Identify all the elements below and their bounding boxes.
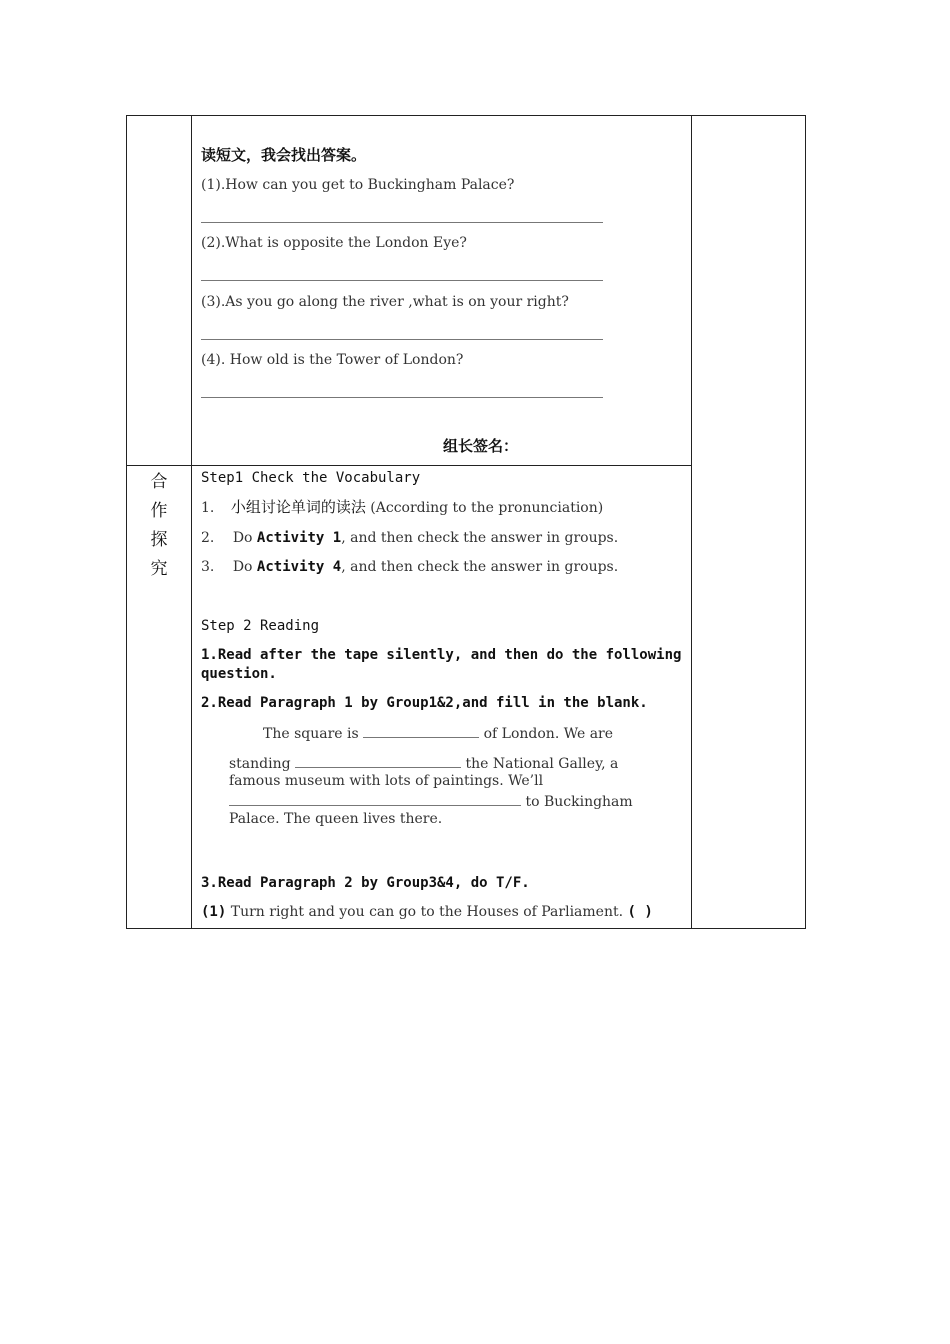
reading-heading: 读短文，我会找出答案。 <box>201 146 367 164</box>
question-4: (4). How old is the Tower of London? <box>201 352 464 368</box>
blank-1[interactable] <box>363 723 479 738</box>
group-leader-signature-label: 组长签名： <box>443 437 519 455</box>
item-number: 3. <box>201 559 215 575</box>
passage-line-3: famous museum with lots of paintings. We’ll <box>229 773 544 789</box>
tf-text: Turn right and you can go to the Houses of Parliament. <box>230 904 624 920</box>
lesson-table <box>126 115 806 929</box>
item-text-post: , and then check the answer in groups. <box>341 530 619 546</box>
item-text-pre: Do <box>232 530 257 546</box>
question-2: (2).What is opposite the London Eye? <box>201 235 467 251</box>
question-3: (3).As you go along the river ,what is on your right? <box>201 294 569 310</box>
passage-text: the National Galley, a <box>465 756 619 772</box>
step1-title: Step1 Check the Vocabulary <box>201 470 421 486</box>
column-divider-left <box>191 116 192 928</box>
answer-line-3[interactable] <box>201 339 603 340</box>
answer-line-1[interactable] <box>201 222 603 223</box>
step2-task1-continued: question. <box>201 666 277 682</box>
blank-2[interactable] <box>295 753 461 768</box>
side-label-char-4: 究 <box>150 559 168 579</box>
tf-question-1 <box>201 903 653 921</box>
step2-title: Step 2 Reading <box>201 618 320 634</box>
item-text-pre: Do <box>232 559 257 575</box>
step2-task3: 3.Read Paragraph 2 by Group3&4, do T/F. <box>201 875 530 891</box>
side-label-char-2: 作 <box>150 501 168 521</box>
item-activity: Activity 1 <box>256 530 342 546</box>
item-text: (According to the pronunciation) <box>370 500 604 516</box>
passage-text: to Buckingham <box>525 794 633 810</box>
answer-line-4[interactable] <box>201 397 603 398</box>
passage-line-1 <box>263 723 613 743</box>
tf-answer-bracket[interactable]: ( ) <box>627 904 653 920</box>
tf-number: (1) <box>201 904 227 920</box>
step1-item-3 <box>201 558 618 576</box>
item-chinese-text: 小组讨论单词的读法 <box>230 498 366 516</box>
step2-task2: 2.Read Paragraph 1 by Group1&2,and fill in the blank. <box>201 695 648 711</box>
item-number: 1. <box>201 500 215 516</box>
task1-line-1: 1.Read after the tape silently, and then do the following <box>201 647 682 663</box>
item-activity: Activity 4 <box>256 559 342 575</box>
step2-task1 <box>201 646 683 664</box>
column-divider-right <box>691 116 692 928</box>
side-label-char-1: 合 <box>150 472 168 492</box>
passage-line-5: Palace. The queen lives there. <box>229 811 443 827</box>
passage-text: The square is <box>263 726 359 742</box>
passage-text: of London. We are <box>483 726 614 742</box>
blank-3[interactable] <box>229 791 521 806</box>
item-number: 2. <box>201 530 215 546</box>
question-1: (1).How can you get to Buckingham Palace? <box>201 177 515 193</box>
step1-item-2 <box>201 529 618 547</box>
answer-line-2[interactable] <box>201 280 603 281</box>
passage-text: standing <box>229 756 291 772</box>
step1-item-1 <box>201 498 603 517</box>
row-divider <box>127 465 691 466</box>
item-text-post: , and then check the answer in groups. <box>341 559 619 575</box>
passage-line-4 <box>229 791 633 811</box>
passage-line-2 <box>229 753 618 773</box>
side-label-char-3: 探 <box>150 530 168 550</box>
